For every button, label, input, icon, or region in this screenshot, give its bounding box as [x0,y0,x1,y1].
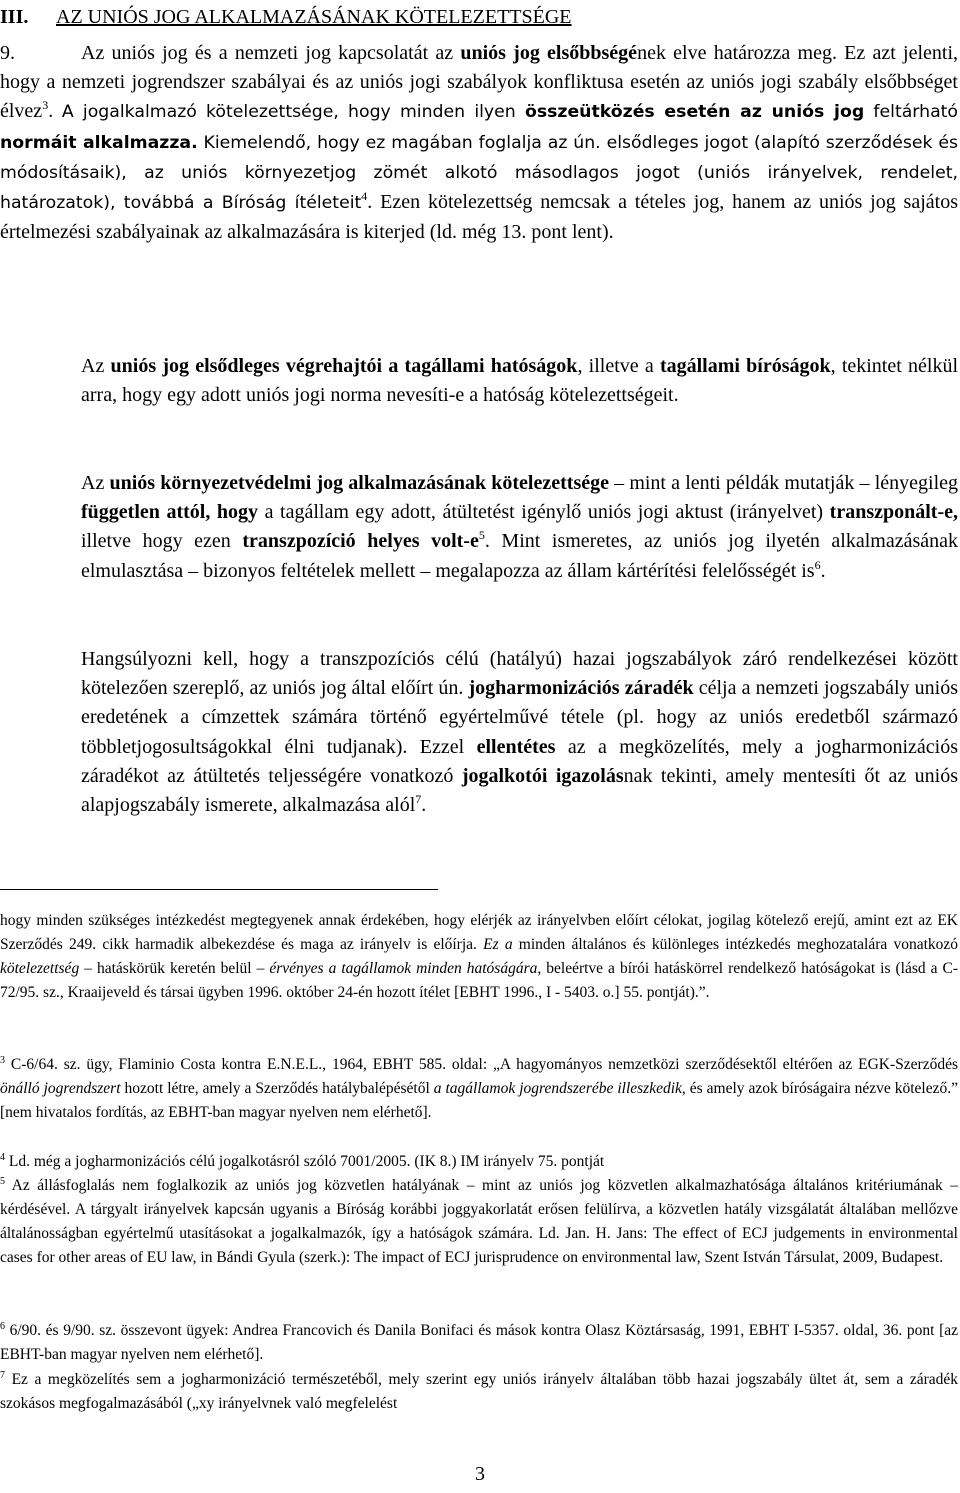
italic-run: érvényes a tagállamok minden hatóságára [269,960,538,978]
footnote-ref: 5 [478,528,485,543]
paragraph-11 [0,469,958,586]
text-run: – mint a lenti példák mutatják – lényegileg [608,472,958,494]
footnote-4 [0,1150,958,1174]
bold-run: uniós jog elsőbbségé [460,42,638,64]
bold-run: összeütközés esetén az uniós jog [524,102,865,123]
text-run: Kiemelendő, hogy ez magában foglalja az ún. elsődleges jogot (alapító szerződések és módosításaik), az uniós környezetjog zömét alkotó másodlagos jogot (uniós irányelvek, rendelet, határozatok), továbbá a Bíróság ítéleteit [0,132,958,214]
footnote-separator [0,889,438,890]
text-run: Az állásfoglalás nem foglalkozik az uniós jog közvetlen hatályának – mint az uniós jog közvetlen alkalmazhatósága általános kritériumának – kérdésével. A tárgyalt irányelvek kapcsán ugyanis a Bíróság korábbi joggyakorlatát erősen felülírva, a közvetlen hatály vizsgálatát általában mellőzve általánosságban egyértelmű utasításokat a jogalkalmazók, így a hatóságok számára. Ld. Jan. H. Jans: The effect of ECJ judgements in environmental cases for other areas of EU law, in Bándi Gyula (szerk.): The impact of ECJ jurisprudence on environmental law, Szent István Társulat, 2009, Budapest. [0,1177,958,1267]
text-run: illetve hogy ezen [81,530,243,553]
text-run: a tagállam egy adott, átültetést igénylő uniós jogi aktust (irányelvet) [258,501,830,524]
footnote-continuation [0,909,958,1005]
footnote-mark: 5 [0,1176,5,1187]
bold-run: jogharmonizációs záradék [468,677,694,700]
footnote-3 [0,1053,958,1125]
text-run: Hangsúlyozni kell, hogy a transzpozíciós célú (hatályú) hazai jogszabályok záró rendelkezései között kötelezően szereplő, az uniós jog által előírt ún. [81,648,958,700]
section-title: AZ UNIÓS JOG ALKALMAZÁSÁNAK KÖTELEZETTSÉGE [56,6,572,28]
paragraph-number [0,645,81,674]
page-number: 3 [475,1463,485,1485]
italic-run: kötelezettség [0,960,80,978]
text-run: . [820,559,826,582]
italic-run: Ez a [483,936,513,954]
bold-run: normáit alkalmazza. [0,132,198,153]
paragraph-9 [0,39,958,247]
section-heading [0,4,958,30]
bold-run: ellentétes [476,735,556,758]
text-run: C-6/64. sz. ügy, Flaminio Costa kontra E.N.E.L., 1964, EBHT 585. oldal: „A hagyományos nemzetközi szerződésektől eltérően az EGK-Szerződés [5,1056,958,1073]
text-run: – hatáskörük keretén belül – [79,960,270,978]
text-run: Az uniós jog és a nemzeti jog kapcsolatát az [81,42,461,64]
bold-run: tagállami bíróságok [659,355,831,377]
section-number: III. [0,6,29,28]
text-run: , és amely azok bíróságaira nézve kötelező.” [nem hivatalos fordítás, az EBHT-ban magyar nyelven nem elérhető]. [0,1080,958,1122]
footnote-mark: 3 [0,1055,5,1066]
bold-run: transzpozíció helyes volt-e [242,530,479,553]
text-run: 6/90. és 9/90. sz. összevont ügyek: Andrea Francovich és Danila Bonifaci és mások kontra Olasz Köztársaság, 1991, EBHT I-5357. oldal, 36. pont [az EBHT-ban magyar nyelven nem elérhető]. [0,1322,958,1364]
footnote-mark: 6 [0,1321,5,1332]
paragraph-12 [0,645,958,820]
footnote-ref: 3 [42,98,49,113]
italic-run: önálló jogrendszert [0,1080,121,1098]
footnote-5 [0,1174,958,1270]
text-run: az a megközelítés, mely a jogharmonizációs záradékot az átültetés teljességére vonatkozó [81,735,958,787]
text-run: A jogalkalmazó kötelezettsége, hogy minden ilyen [61,102,525,123]
bold-run: uniós környezetvédelmi jog alkalmazásának kötelezettsége [109,472,609,494]
text-run: Az [81,472,110,494]
text-run: . Ezen kötelezettség nemcsak a tételes jog, hanem az uniós jog sajátos értelmezési szabályainak az alkalmazására is kiterjed (ld. még 13. pont lent). [0,191,958,244]
paragraph-number [0,352,81,381]
footnote-ref: 4 [361,189,368,204]
text-run: hozott létre, amely a Szerződés hatálybalépésétől [120,1080,434,1098]
paragraph-number: 9. [0,42,15,64]
text-run: . [421,794,427,817]
footnote-ref: 7 [415,792,422,807]
text-run: Ez a megközelítés sem a jogharmonizáció természetéből, mely szerint egy uniós irányelv általában több hazai jogszabály ültet át, sem a záradék szokásos megfogalmazásából („xy irányelvnek való megfelelést [0,1371,958,1413]
text-run: Ld. még a jogharmonizációs célú jogalkotásról szóló 7001/2005. (IK 8.) IM irányelv 75. pontját [5,1153,605,1170]
footnote-mark: 7 [0,1370,5,1381]
text-run: , tekintet nélkül arra, hogy egy adott uniós jogi norma nevesíti-e a hatóság kötelezettségeit. [81,355,959,407]
text-run: , beleértve a bírói hatáskörrel rendelkező hatóságokat is (lásd a C-72/95. sz., Kraaijeveld és társai ügyben 1996. október 24-én hozott ítélet [EBHT 1996., I - 5403. o.] 55. pontját).”. [0,960,959,1002]
footnote-7 [0,1368,958,1416]
text-run: nak tekinti, amely mentesíti őt az uniós alapjogszabály ismerete, alkalmazása alól [81,764,958,817]
text-run: . Mint ismeretes, az uniós jog ilyetén alkalmazásának elmulasztása – bizonyos feltételek mellett – megalapozza az állam kártérítési felelősségét is [81,530,959,582]
bold-run: transzponált-e, [829,501,958,524]
footnote-mark: 4 [0,1152,5,1163]
bold-run: jogalkotói igazolás [461,764,624,787]
bold-run: uniós jog elsődleges végrehajtói a tagállami hatóságok [110,355,578,377]
text-run: , illetve a [577,355,660,377]
text-run: nek elve határozza meg. Ez azt jelenti, hogy a nemzeti jogrendszer szabályai és az uniós jogi szabályok konfliktusa esetén az uniós jogi szabály elsőbbséget élvez [0,42,959,123]
bold-run: független attól, hogy [81,501,259,524]
text-run: feltárható [864,102,959,123]
italic-run: a tagállamok jogrendszerébe illeszkedik [433,1080,682,1098]
text-run: Az [81,355,111,377]
text-run: célja a nemzeti jogszabály uniós eredetének a címzettek számára történő egyértelművé tétele (pl. hogy az uniós eredetből származó többletjogosultságokkal élni tudjanak). Ezzel [81,677,958,758]
footnote-6 [0,1319,958,1367]
text-run: minden általános és különleges intézkedés meghozatalára vonatkozó [512,936,959,954]
paragraph-number [0,469,81,498]
text-run: hogy minden szükséges intézkedést megtegyenek annak érdekében, hogy elérjék az irányelvben előírt célokat, jogilag kötelező erejű, amint ezt az EK Szerződés 249. cikk harmadik albekezdése és maga az irányelv is előírja. [0,912,958,954]
paragraph-10 [0,352,958,410]
text-run: . [48,100,62,123]
footnote-ref: 6 [814,557,821,572]
